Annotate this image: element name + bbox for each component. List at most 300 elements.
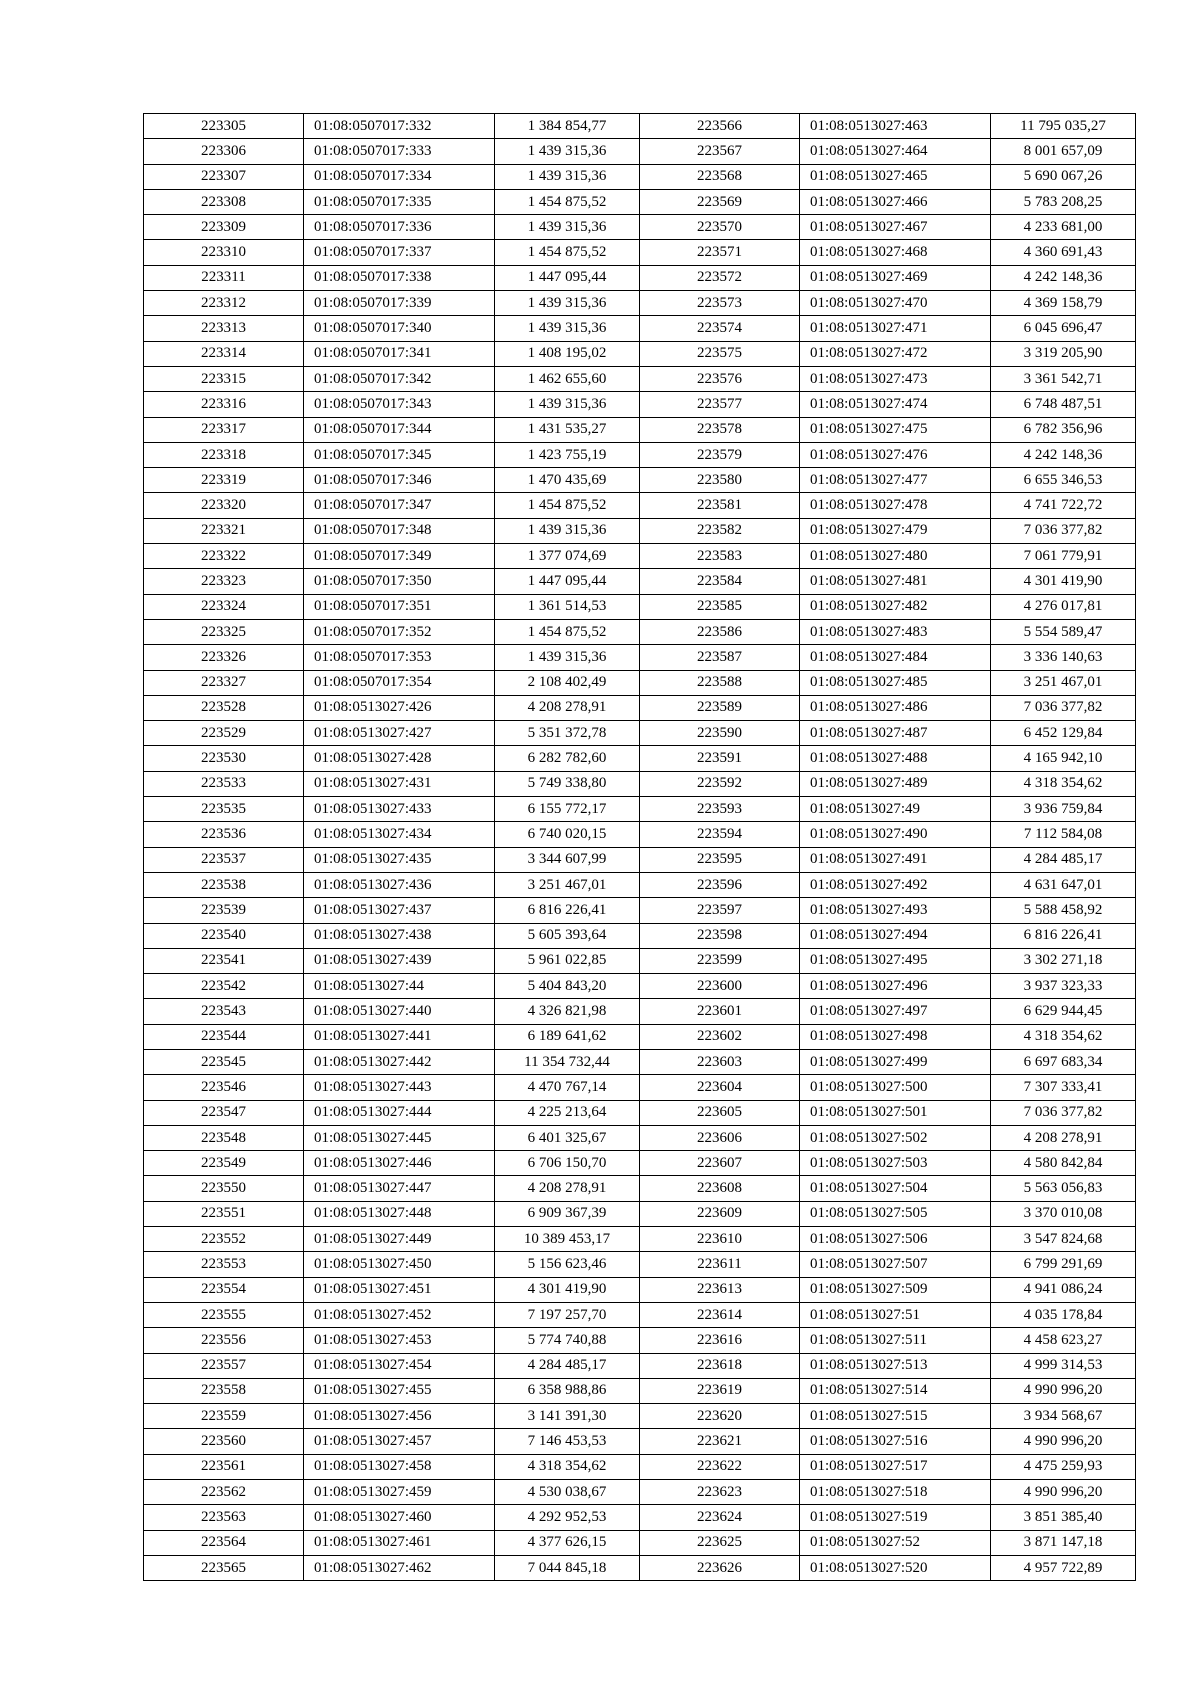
- cadastral-value: 6 189 641,62: [495, 1024, 640, 1049]
- cadastral-value: 5 156 623,46: [495, 1252, 640, 1277]
- cadastral-number: 01:08:0513027:459: [304, 1480, 495, 1505]
- row-number: 223619: [640, 1378, 800, 1403]
- row-number: 223555: [144, 1302, 304, 1327]
- row-number: 223540: [144, 923, 304, 948]
- row-number: 223306: [144, 139, 304, 164]
- row-number: 223616: [640, 1328, 800, 1353]
- row-number: 223326: [144, 645, 304, 670]
- table-row: [640, 1480, 1136, 1505]
- cadastral-value: 4 990 996,20: [991, 1480, 1136, 1505]
- row-number: 223559: [144, 1404, 304, 1429]
- cadastral-value: 7 112 584,08: [991, 822, 1136, 847]
- cadastral-number: 01:08:0513027:462: [304, 1555, 495, 1580]
- cadastral-number: 01:08:0513027:433: [304, 797, 495, 822]
- cadastral-number: 01:08:0507017:353: [304, 645, 495, 670]
- cadastral-value: 4 035 178,84: [991, 1302, 1136, 1327]
- cadastral-number: 01:08:0513027:445: [304, 1125, 495, 1150]
- table-row: [640, 366, 1136, 391]
- cadastral-value: 3 937 323,33: [991, 974, 1136, 999]
- cadastral-number: 01:08:0513027:426: [304, 695, 495, 720]
- cadastral-number: 01:08:0507017:334: [304, 164, 495, 189]
- row-number: 223325: [144, 619, 304, 644]
- cadastral-value: 5 749 338,80: [495, 771, 640, 796]
- table-row: [144, 746, 640, 771]
- cadastral-value: 7 061 779,91: [991, 544, 1136, 569]
- cadastral-number: 01:08:0513027:456: [304, 1404, 495, 1429]
- cadastral-number: 01:08:0513027:446: [304, 1151, 495, 1176]
- cadastral-number: 01:08:0513027:463: [800, 114, 991, 139]
- cadastral-number: 01:08:0513027:436: [304, 872, 495, 897]
- row-number: 223618: [640, 1353, 800, 1378]
- row-number: 223319: [144, 468, 304, 493]
- row-number: 223310: [144, 240, 304, 265]
- cadastral-number: 01:08:0513027:457: [304, 1429, 495, 1454]
- table-row: [640, 569, 1136, 594]
- row-number: 223620: [640, 1404, 800, 1429]
- cadastral-number: 01:08:0513027:501: [800, 1100, 991, 1125]
- row-number: 223600: [640, 974, 800, 999]
- cadastral-value: 4 242 148,36: [991, 442, 1136, 467]
- cadastral-number: 01:08:0507017:345: [304, 442, 495, 467]
- table-left-body: [144, 114, 640, 1581]
- row-number: 223586: [640, 619, 800, 644]
- cadastral-value: 1 462 655,60: [495, 366, 640, 391]
- cadastral-number: 01:08:0513027:491: [800, 847, 991, 872]
- cadastral-number: 01:08:0507017:341: [304, 341, 495, 366]
- table-row: [144, 1227, 640, 1252]
- row-number: 223595: [640, 847, 800, 872]
- row-number: 223316: [144, 392, 304, 417]
- row-number: 223579: [640, 442, 800, 467]
- cadastral-number: 01:08:0513027:518: [800, 1480, 991, 1505]
- cadastral-value: 3 547 824,68: [991, 1227, 1136, 1252]
- table-right: [639, 113, 1136, 1581]
- table-row: [144, 366, 640, 391]
- table-row: [640, 721, 1136, 746]
- table-row: [640, 291, 1136, 316]
- cadastral-number: 01:08:0507017:354: [304, 670, 495, 695]
- row-number: 223568: [640, 164, 800, 189]
- cadastral-value: 4 580 842,84: [991, 1151, 1136, 1176]
- row-number: 223313: [144, 316, 304, 341]
- cadastral-value: 5 563 056,83: [991, 1176, 1136, 1201]
- cadastral-value: 6 155 772,17: [495, 797, 640, 822]
- row-number: 223574: [640, 316, 800, 341]
- cadastral-number: 01:08:0513027:505: [800, 1201, 991, 1226]
- table-row: [144, 1454, 640, 1479]
- table-row: [640, 1328, 1136, 1353]
- row-number: 223566: [640, 114, 800, 139]
- cadastral-value: 6 452 129,84: [991, 721, 1136, 746]
- table-row: [640, 822, 1136, 847]
- row-number: 223588: [640, 670, 800, 695]
- cadastral-number: 01:08:0507017:352: [304, 619, 495, 644]
- row-number: 223591: [640, 746, 800, 771]
- cadastral-value: 4 292 952,53: [495, 1505, 640, 1530]
- cadastral-number: 01:08:0513027:488: [800, 746, 991, 771]
- cadastral-value: 1 470 435,69: [495, 468, 640, 493]
- cadastral-value: 4 990 996,20: [991, 1429, 1136, 1454]
- table-row: [640, 341, 1136, 366]
- cadastral-number: 01:08:0513027:514: [800, 1378, 991, 1403]
- row-number: 223305: [144, 114, 304, 139]
- cadastral-number: 01:08:0513027:479: [800, 518, 991, 543]
- cadastral-value: 3 361 542,71: [991, 366, 1136, 391]
- row-number: 223553: [144, 1252, 304, 1277]
- row-number: 223309: [144, 215, 304, 240]
- row-number: 223610: [640, 1227, 800, 1252]
- cadastral-value: 1 439 315,36: [495, 291, 640, 316]
- table-row: [640, 948, 1136, 973]
- table-row: [144, 1378, 640, 1403]
- cadastral-value: 11 354 732,44: [495, 1049, 640, 1074]
- cadastral-number: 01:08:0513027:428: [304, 746, 495, 771]
- cadastral-value: 1 454 875,52: [495, 189, 640, 214]
- cadastral-number: 01:08:0513027:455: [304, 1378, 495, 1403]
- row-number: 223536: [144, 822, 304, 847]
- table-row: [640, 974, 1136, 999]
- cadastral-value: 1 439 315,36: [495, 139, 640, 164]
- cadastral-number: 01:08:0513027:504: [800, 1176, 991, 1201]
- table-row: [144, 1404, 640, 1429]
- row-number: 223611: [640, 1252, 800, 1277]
- row-number: 223320: [144, 493, 304, 518]
- cadastral-number: 01:08:0513027:496: [800, 974, 991, 999]
- table-row: [144, 392, 640, 417]
- cadastral-value: 4 318 354,62: [495, 1454, 640, 1479]
- cadastral-value: 6 629 944,45: [991, 999, 1136, 1024]
- cadastral-number: 01:08:0507017:344: [304, 417, 495, 442]
- table-row: [640, 695, 1136, 720]
- table-row: [640, 442, 1136, 467]
- cadastral-number: 01:08:0513027:472: [800, 341, 991, 366]
- cadastral-value: 4 301 419,90: [495, 1277, 640, 1302]
- row-number: 223604: [640, 1075, 800, 1100]
- row-number: 223571: [640, 240, 800, 265]
- cadastral-number: 01:08:0513027:497: [800, 999, 991, 1024]
- table-row: [144, 291, 640, 316]
- table-row: [640, 1227, 1136, 1252]
- table-row: [640, 215, 1136, 240]
- cadastral-value: 4 165 942,10: [991, 746, 1136, 771]
- row-number: 223544: [144, 1024, 304, 1049]
- row-number: 223545: [144, 1049, 304, 1074]
- row-number: 223554: [144, 1277, 304, 1302]
- table-row: [640, 1075, 1136, 1100]
- cadastral-value: 2 108 402,49: [495, 670, 640, 695]
- cadastral-value: 3 251 467,01: [991, 670, 1136, 695]
- row-number: 223592: [640, 771, 800, 796]
- cadastral-number: 01:08:0507017:343: [304, 392, 495, 417]
- cadastral-value: 4 284 485,17: [991, 847, 1136, 872]
- cadastral-value: 4 208 278,91: [495, 695, 640, 720]
- cadastral-value: 6 799 291,69: [991, 1252, 1136, 1277]
- cadastral-number: 01:08:0513027:464: [800, 139, 991, 164]
- row-number: 223543: [144, 999, 304, 1024]
- row-number: 223602: [640, 1024, 800, 1049]
- table-row: [144, 1125, 640, 1150]
- cadastral-value: 1 361 514,53: [495, 594, 640, 619]
- table-row: [640, 1049, 1136, 1074]
- cadastral-value: 7 036 377,82: [991, 1100, 1136, 1125]
- table-row: [640, 1378, 1136, 1403]
- cadastral-number: 01:08:0513027:507: [800, 1252, 991, 1277]
- row-number: 223551: [144, 1201, 304, 1226]
- table-row: [640, 1505, 1136, 1530]
- cadastral-number: 01:08:0513027:484: [800, 645, 991, 670]
- cadastral-number: 01:08:0513027:449: [304, 1227, 495, 1252]
- row-number: 223613: [640, 1277, 800, 1302]
- cadastral-number: 01:08:0513027:52: [800, 1530, 991, 1555]
- table-row: [640, 594, 1136, 619]
- cadastral-number: 01:08:0513027:438: [304, 923, 495, 948]
- row-number: 223565: [144, 1555, 304, 1580]
- cadastral-number: 01:08:0513027:503: [800, 1151, 991, 1176]
- row-number: 223626: [640, 1555, 800, 1580]
- table-row: [640, 847, 1136, 872]
- cadastral-number: 01:08:0513027:441: [304, 1024, 495, 1049]
- table-row: [144, 1328, 640, 1353]
- cadastral-number: 01:08:0513027:440: [304, 999, 495, 1024]
- cadastral-value: 6 045 696,47: [991, 316, 1136, 341]
- row-number: 223605: [640, 1100, 800, 1125]
- row-number: 223560: [144, 1429, 304, 1454]
- row-number: 223597: [640, 898, 800, 923]
- table-row: [144, 1353, 640, 1378]
- cadastral-number: 01:08:0513027:44: [304, 974, 495, 999]
- row-number: 223625: [640, 1530, 800, 1555]
- table-row: [640, 392, 1136, 417]
- cadastral-value: 1 454 875,52: [495, 493, 640, 518]
- cadastral-number: 01:08:0513027:467: [800, 215, 991, 240]
- row-number: 223621: [640, 1429, 800, 1454]
- cadastral-value: 4 276 017,81: [991, 594, 1136, 619]
- cadastral-number: 01:08:0513027:499: [800, 1049, 991, 1074]
- cadastral-value: 5 404 843,20: [495, 974, 640, 999]
- cadastral-number: 01:08:0513027:498: [800, 1024, 991, 1049]
- row-number: 223608: [640, 1176, 800, 1201]
- cadastral-value: 3 141 391,30: [495, 1404, 640, 1429]
- table-row: [144, 1075, 640, 1100]
- cadastral-number: 01:08:0513027:437: [304, 898, 495, 923]
- row-number: 223533: [144, 771, 304, 796]
- cadastral-number: 01:08:0513027:492: [800, 872, 991, 897]
- cadastral-value: 10 389 453,17: [495, 1227, 640, 1252]
- cadastral-number: 01:08:0513027:434: [304, 822, 495, 847]
- table-row: [144, 1302, 640, 1327]
- row-number: 223538: [144, 872, 304, 897]
- row-number: 223318: [144, 442, 304, 467]
- cadastral-number: 01:08:0513027:493: [800, 898, 991, 923]
- row-number: 223578: [640, 417, 800, 442]
- table-row: [144, 240, 640, 265]
- cadastral-value: 1 377 074,69: [495, 544, 640, 569]
- row-number: 223603: [640, 1049, 800, 1074]
- row-number: 223601: [640, 999, 800, 1024]
- cadastral-value: 4 318 354,62: [991, 1024, 1136, 1049]
- table-row: [640, 746, 1136, 771]
- cadastral-value: 4 530 038,67: [495, 1480, 640, 1505]
- table-row: [144, 316, 640, 341]
- cadastral-value: 6 909 367,39: [495, 1201, 640, 1226]
- cadastral-value: 3 936 759,84: [991, 797, 1136, 822]
- table-row: [640, 1555, 1136, 1580]
- cadastral-number: 01:08:0513027:483: [800, 619, 991, 644]
- row-number: 223609: [640, 1201, 800, 1226]
- table-row: [144, 872, 640, 897]
- row-number: 223580: [640, 468, 800, 493]
- cadastral-number: 01:08:0513027:474: [800, 392, 991, 417]
- cadastral-number: 01:08:0513027:481: [800, 569, 991, 594]
- table-row: [144, 114, 640, 139]
- table-row: [144, 1024, 640, 1049]
- table-row: [640, 1125, 1136, 1150]
- table-row: [640, 619, 1136, 644]
- cadastral-value: 6 740 020,15: [495, 822, 640, 847]
- table-row: [144, 645, 640, 670]
- row-number: 223581: [640, 493, 800, 518]
- row-number: 223529: [144, 721, 304, 746]
- cadastral-value: 6 655 346,53: [991, 468, 1136, 493]
- table-row: [144, 1151, 640, 1176]
- cadastral-number: 01:08:0513027:471: [800, 316, 991, 341]
- cadastral-number: 01:08:0513027:476: [800, 442, 991, 467]
- cadastral-number: 01:08:0513027:443: [304, 1075, 495, 1100]
- cadastral-number: 01:08:0513027:461: [304, 1530, 495, 1555]
- row-number: 223321: [144, 518, 304, 543]
- table-row: [144, 822, 640, 847]
- table-row: [144, 898, 640, 923]
- cadastral-value: 7 036 377,82: [991, 518, 1136, 543]
- row-number: 223311: [144, 265, 304, 290]
- cadastral-value: 1 454 875,52: [495, 240, 640, 265]
- row-number: 223584: [640, 569, 800, 594]
- table-row: [144, 341, 640, 366]
- table-row: [640, 797, 1136, 822]
- cadastral-number: 01:08:0513027:470: [800, 291, 991, 316]
- table-row: [640, 1024, 1136, 1049]
- cadastral-value: 4 284 485,17: [495, 1353, 640, 1378]
- cadastral-value: 4 369 158,79: [991, 291, 1136, 316]
- cadastral-value: 5 605 393,64: [495, 923, 640, 948]
- row-number: 223308: [144, 189, 304, 214]
- cadastral-value: 3 370 010,08: [991, 1201, 1136, 1226]
- table-row: [144, 771, 640, 796]
- cadastral-number: 01:08:0507017:338: [304, 265, 495, 290]
- cadastral-number: 01:08:0513027:452: [304, 1302, 495, 1327]
- row-number: 223542: [144, 974, 304, 999]
- cadastral-number: 01:08:0513027:49: [800, 797, 991, 822]
- table-row: [640, 1201, 1136, 1226]
- cadastral-number: 01:08:0513027:448: [304, 1201, 495, 1226]
- row-number: 223623: [640, 1480, 800, 1505]
- table-row: [640, 771, 1136, 796]
- cadastral-number: 01:08:0513027:453: [304, 1328, 495, 1353]
- cadastral-value: 3 851 385,40: [991, 1505, 1136, 1530]
- cadastral-number: 01:08:0513027:500: [800, 1075, 991, 1100]
- row-number: 223561: [144, 1454, 304, 1479]
- cadastral-value: 7 036 377,82: [991, 695, 1136, 720]
- cadastral-value: 7 044 845,18: [495, 1555, 640, 1580]
- table-row: [640, 493, 1136, 518]
- cadastral-number: 01:08:0513027:494: [800, 923, 991, 948]
- row-number: 223312: [144, 291, 304, 316]
- table-row: [640, 872, 1136, 897]
- cadastral-value: 4 631 647,01: [991, 872, 1136, 897]
- table-row: [144, 1277, 640, 1302]
- cadastral-number: 01:08:0507017:340: [304, 316, 495, 341]
- row-number: 223596: [640, 872, 800, 897]
- cadastral-number: 01:08:0513027:475: [800, 417, 991, 442]
- cadastral-number: 01:08:0513027:439: [304, 948, 495, 973]
- cadastral-value: 1 431 535,27: [495, 417, 640, 442]
- row-number: 223593: [640, 797, 800, 822]
- table-row: [640, 1176, 1136, 1201]
- cadastral-value: 4 326 821,98: [495, 999, 640, 1024]
- cadastral-number: 01:08:0513027:466: [800, 189, 991, 214]
- cadastral-value: 3 934 568,67: [991, 1404, 1136, 1429]
- row-number: 223317: [144, 417, 304, 442]
- cadastral-number: 01:08:0513027:516: [800, 1429, 991, 1454]
- row-number: 223572: [640, 265, 800, 290]
- row-number: 223590: [640, 721, 800, 746]
- cadastral-value: 4 458 623,27: [991, 1328, 1136, 1353]
- cadastral-value: 4 233 681,00: [991, 215, 1136, 240]
- cadastral-number: 01:08:0513027:490: [800, 822, 991, 847]
- row-number: 223323: [144, 569, 304, 594]
- cadastral-value: 7 197 257,70: [495, 1302, 640, 1327]
- cadastral-number: 01:08:0507017:347: [304, 493, 495, 518]
- cadastral-value: 6 401 325,67: [495, 1125, 640, 1150]
- cadastral-number: 01:08:0513027:460: [304, 1505, 495, 1530]
- cadastral-value: 11 795 035,27: [991, 114, 1136, 139]
- cadastral-value: 6 282 782,60: [495, 746, 640, 771]
- row-number: 223327: [144, 670, 304, 695]
- table-row: [144, 1429, 640, 1454]
- cadastral-number: 01:08:0513027:489: [800, 771, 991, 796]
- table-row: [640, 923, 1136, 948]
- row-number: 223539: [144, 898, 304, 923]
- table-row: [144, 594, 640, 619]
- cadastral-number: 01:08:0513027:482: [800, 594, 991, 619]
- cadastral-number: 01:08:0513027:509: [800, 1277, 991, 1302]
- table-row: [640, 898, 1136, 923]
- row-number: 223576: [640, 366, 800, 391]
- row-number: 223570: [640, 215, 800, 240]
- row-number: 223563: [144, 1505, 304, 1530]
- table-row: [640, 645, 1136, 670]
- row-number: 223587: [640, 645, 800, 670]
- table-row: [640, 1429, 1136, 1454]
- cadastral-value: 1 439 315,36: [495, 518, 640, 543]
- cadastral-number: 01:08:0513027:502: [800, 1125, 991, 1150]
- cadastral-number: 01:08:0513027:51: [800, 1302, 991, 1327]
- table-row: [144, 847, 640, 872]
- cadastral-number: 01:08:0513027:465: [800, 164, 991, 189]
- table-row: [144, 139, 640, 164]
- cadastral-number: 01:08:0513027:485: [800, 670, 991, 695]
- table-row: [144, 518, 640, 543]
- cadastral-value: 5 774 740,88: [495, 1328, 640, 1353]
- row-number: 223577: [640, 392, 800, 417]
- table-row: [144, 189, 640, 214]
- cadastral-value: 1 439 315,36: [495, 316, 640, 341]
- table-right-body: [640, 114, 1136, 1581]
- cadastral-value: 4 360 691,43: [991, 240, 1136, 265]
- cadastral-value: 4 318 354,62: [991, 771, 1136, 796]
- cadastral-number: 01:08:0513027:506: [800, 1227, 991, 1252]
- table-row: [640, 670, 1136, 695]
